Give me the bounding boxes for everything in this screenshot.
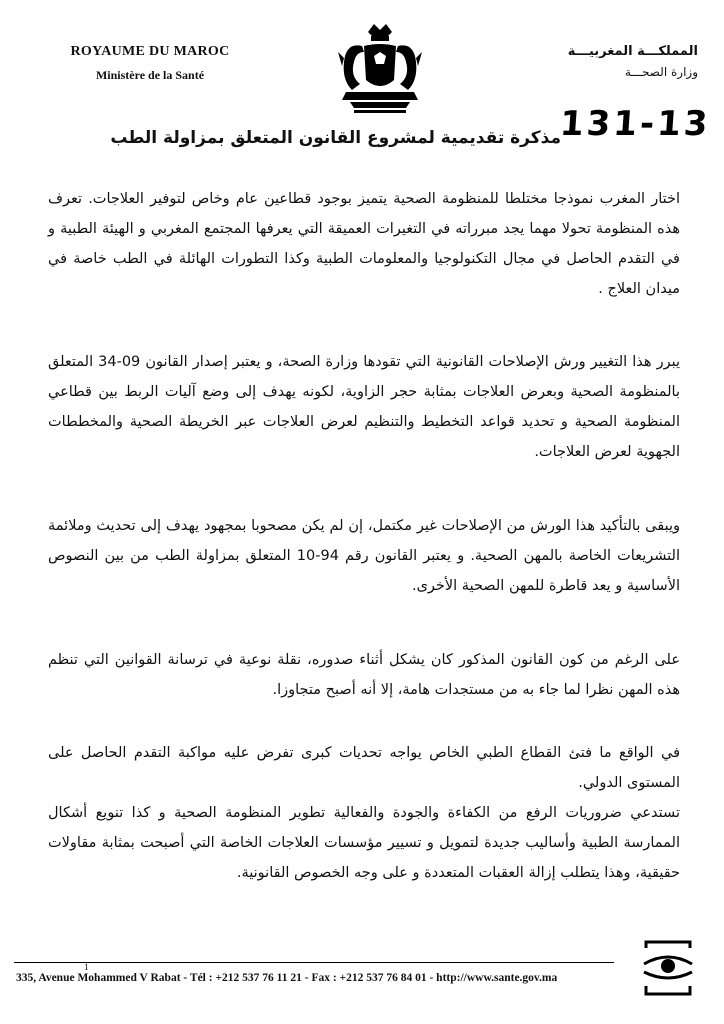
country-name-ar: المملكـــة المغربيـــة: [567, 44, 698, 59]
ministry-name-ar: وزارة الصحـــة: [625, 65, 698, 79]
document-title: مذكرة تقديمية لمشروع القانون المتعلق بمزاولة الطب: [110, 128, 561, 148]
footer-address: 335, Avenue Mohammed V Rabat - Tél : +212 537 76 11 21 - Fax : +212 537 76 84 01 - http://www.sante.gov.ma: [16, 972, 558, 984]
footer-divider: [14, 962, 614, 963]
paragraph-2: يبرر هذا التغيير ورش الإصلاحات القانونية التي تقودها وزارة الصحة، و يعتبر إصدار القانون 09-34 المتعلق بالمنظومة الصحية وبعرض العلاجات بمثابة حجر الزاوية، لكونه يهدف إلى وضع آليات الربط بين قطاعي المنظومة الصحية و تحديد قواعد التخطيط والتنظيم لعرض العلاجات عبر الخريطة الصحية والمخططات الجهوية لعرض العلاجات.: [48, 354, 680, 460]
document-number: 131-13: [558, 104, 712, 144]
ministry-logo-icon: [640, 940, 696, 996]
paragraph-3: ويبقى بالتأكيد هذا الورش من الإصلاحات غير مكتمل، إن لم يكن مصحوبا بمجهود يهدف إلى تحديث وملائمة التشريعات الخاصة بالمهن الصحية. و يعتبر القانون رقم 94-10 المتعلق بمزاولة الطب من بين النصوص الأساسية و يعد قاطرة للمهن الصحية الأخرى.: [48, 518, 680, 594]
header-left: [40, 44, 260, 83]
ministry-name-fr: Ministère de la Santé: [95, 68, 205, 82]
header-right: [548, 44, 698, 79]
royal-emblem-icon: [334, 22, 426, 116]
paragraph-4: على الرغم من كون القانون المذكور كان يشكل أثناء صدوره، نقلة نوعية في ترسانة القوانين التي تنظم هذه المهن نظرا لما جاء به من مستجدات هامة، إلا أنه أصبح متجاوزا.: [48, 652, 680, 698]
paragraph-5: في الواقع ما فتئ القطاع الطبي الخاص يواجه تحديات كبرى تفرض عليه مواكبة التقدم الحاصل على المستوى الدولي. تستدعي ضروريات الرفع من الكفاءة والجودة والفعالية تطوير المنظومة الصحية و كذا تنويع أشكال الممارسة الطبية وأساليب جديدة لتمويل و تسيير مؤسسات العلاجات الخاصة التي أصبحت بمثابة مقاولات حقيقية، وهذا يتطلب إزالة العقبات المتعددة و على وجه الخصوص القانونية.: [48, 745, 680, 881]
page-marker: 1: [84, 962, 89, 972]
paragraph-1: اختار المغرب نموذجا مختلطا للمنظومة الصحية يتميز بوجود قطاعين عام وخاص لتوفير العلاجات. تعرف هذه المنظومة تحولا مهما يجد مبرراته في التغيرات العميقة التي يعرفها المجتمع المغربي و الهيئة الطبية و في التقدم الحاصل في مجال التكنولوجيا والمعلومات الطبية وكذا التطورات الهائلة في الطب خاصة في ميدان العلاج .: [48, 191, 680, 297]
country-name-fr: ROYAUME DU MAROC: [70, 44, 230, 59]
